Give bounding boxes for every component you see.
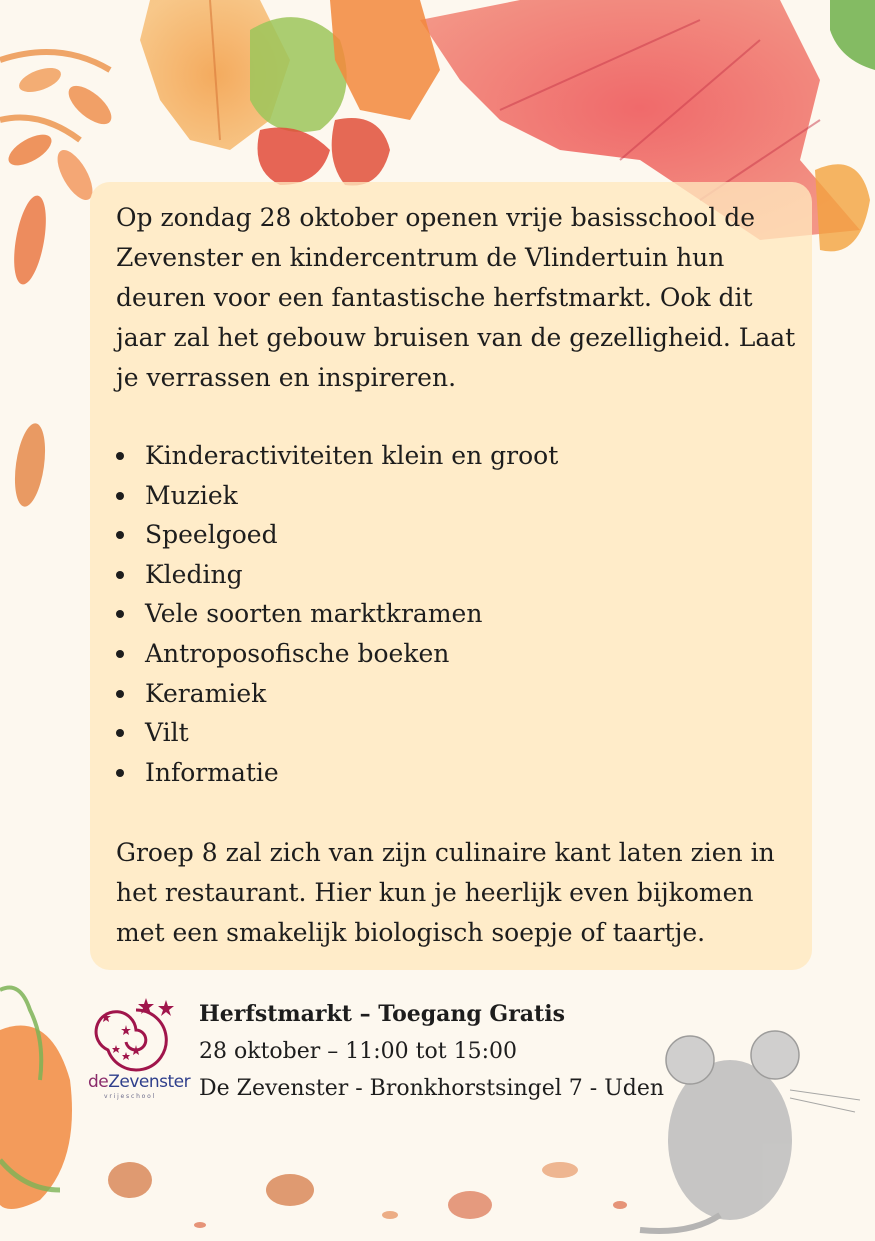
list-item: Keramiek bbox=[116, 674, 558, 714]
event-info bbox=[199, 996, 664, 1107]
bullet-icon bbox=[116, 769, 124, 777]
list-item: Vele soorten marktkramen bbox=[116, 594, 558, 634]
list-item: Vilt bbox=[116, 713, 558, 753]
activity-list bbox=[116, 436, 558, 792]
event-location: De Zevenster - Bronkhorstsingel 7 - Uden bbox=[199, 1076, 665, 1101]
outro-paragraph: Groep 8 zal zich van zijn culinaire kant laten zien in het restaurant. Hier kun je heerlijk even bijkomen met een smakelijk biologisch soepje of taartje. bbox=[116, 838, 775, 947]
bullet-icon bbox=[116, 690, 124, 698]
event-datetime: 28 oktober – 11:00 tot 15:00 bbox=[199, 1039, 517, 1064]
bullet-icon bbox=[116, 531, 124, 539]
bullet-icon bbox=[116, 571, 124, 579]
pumpkin bbox=[0, 1026, 72, 1209]
green-leaf bbox=[250, 17, 347, 132]
list-item: Informatie bbox=[116, 753, 558, 793]
intro-paragraph: Op zondag 28 oktober openen vrije basisschool de Zevenster en kindercentrum de Vlindertuin hun deuren voor een fantastische herfstmarkt. Ook dit jaar zal het gebouw bruisen van de gezelligheid. Laat je verrassen en inspireren. bbox=[116, 203, 796, 392]
bullet-icon bbox=[116, 610, 124, 618]
list-item: Kleding bbox=[116, 555, 558, 595]
logo-wordmark: deZevenster bbox=[88, 1072, 191, 1092]
bullet-icon bbox=[116, 492, 124, 500]
bullet-icon bbox=[116, 729, 124, 737]
event-title: Herfstmarkt – Toegang Gratis bbox=[199, 1001, 565, 1027]
bullet-icon bbox=[116, 650, 124, 658]
bullet-icon bbox=[116, 452, 124, 460]
list-item: Kinderactiviteiten klein en groot bbox=[116, 436, 558, 476]
list-item: Muziek bbox=[116, 476, 558, 516]
list-item: Speelgoed bbox=[116, 515, 558, 555]
logo-subtitle: vrijeschool bbox=[104, 1093, 157, 1100]
mouse-illustration bbox=[640, 1031, 860, 1231]
list-item: Antroposofische boeken bbox=[116, 634, 558, 674]
